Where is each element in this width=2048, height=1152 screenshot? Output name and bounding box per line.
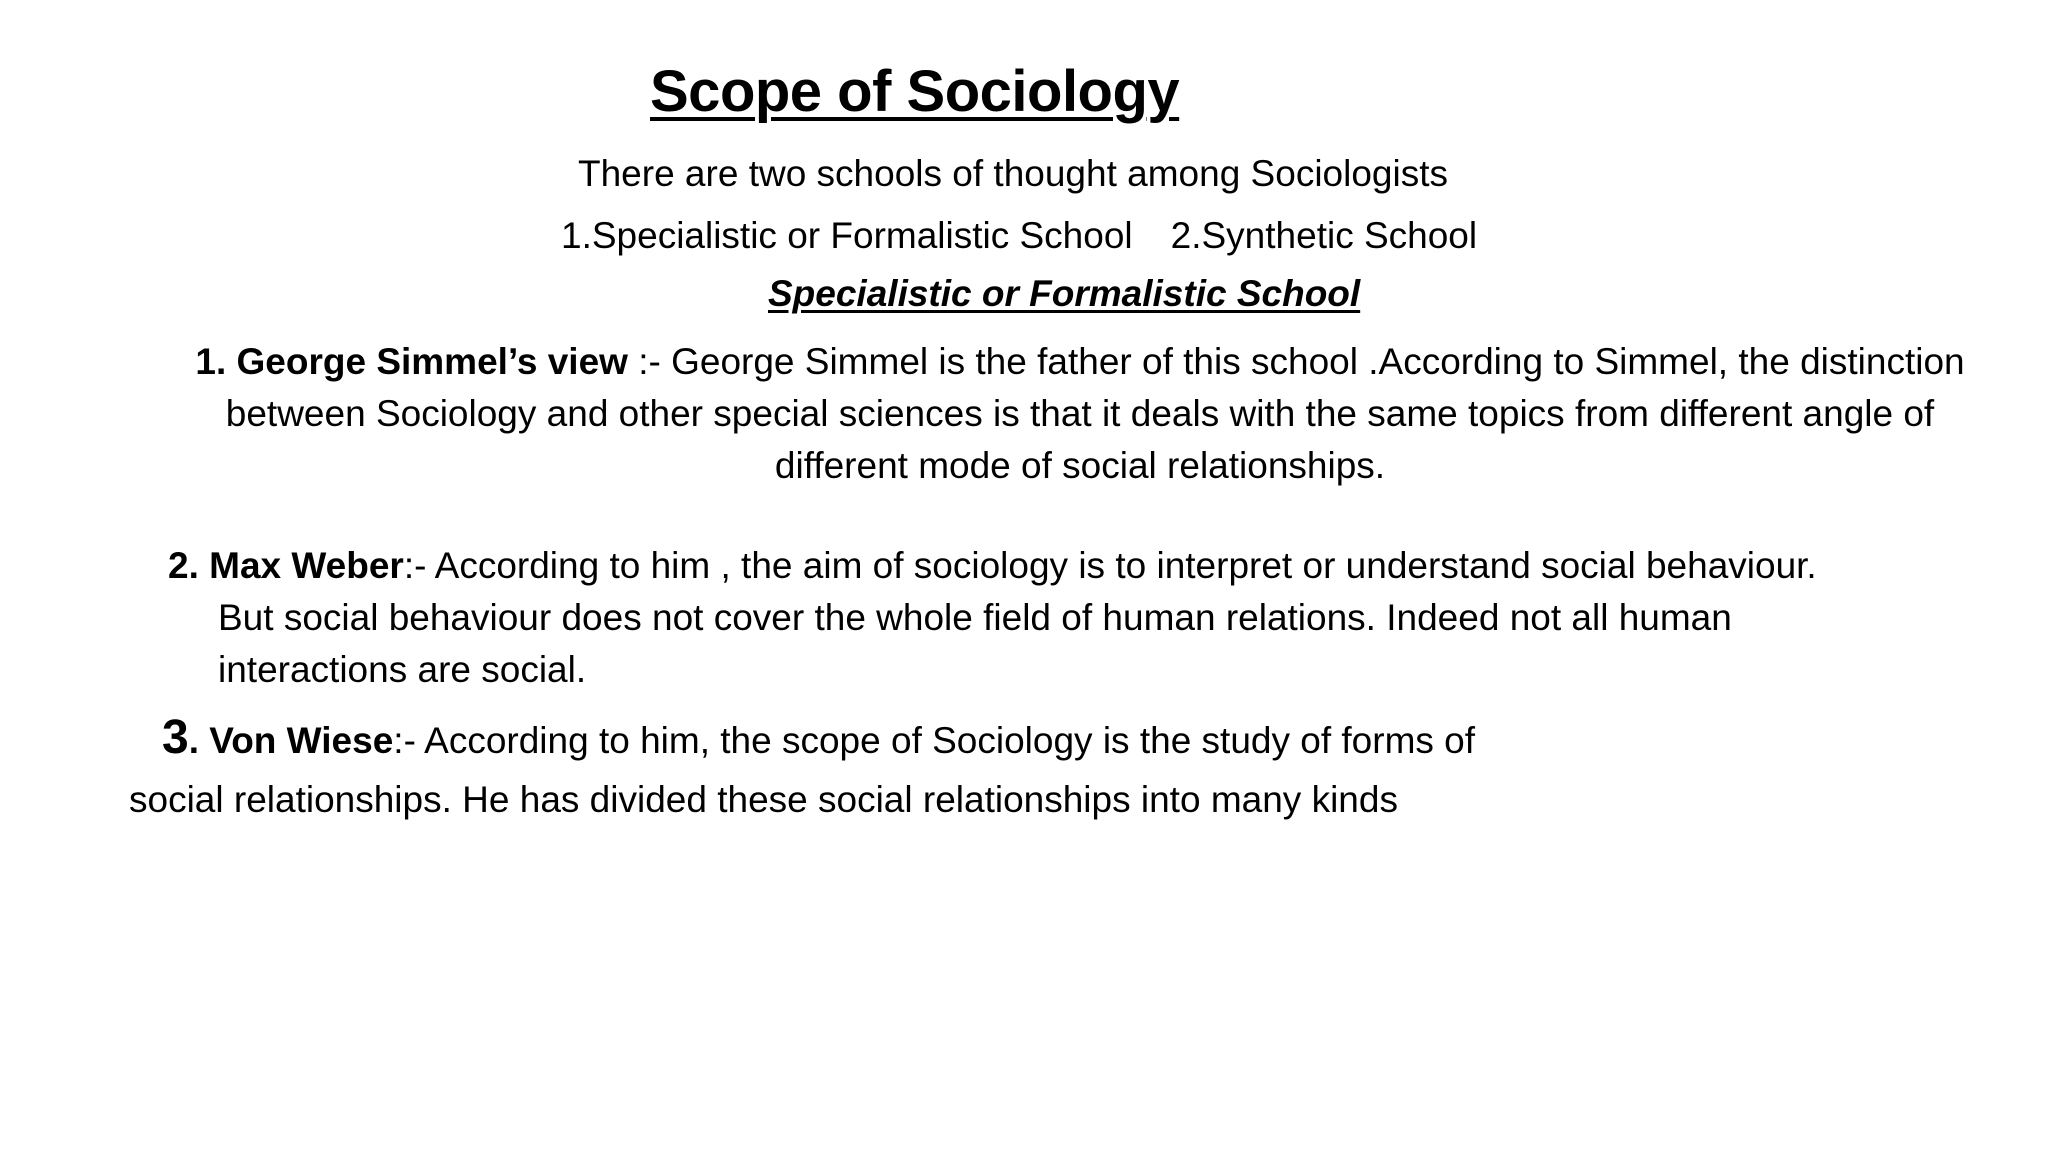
point-weber-line-2: But social behaviour does not cover the whole field of human relations. Indeed not all human [218,597,1732,638]
point-weber-text-1: :- According to him , the aim of sociology is to interpret or understand social behaviour. [403,545,1817,586]
school-item-2: 2.Synthetic School [1170,215,1478,256]
point-weber-line-3: interactions are social. [218,649,587,690]
section-subheading: Specialistic or Formalistic School [768,273,1361,314]
slide-title: Scope of Sociology [650,59,1180,124]
point-wiese-text-1: :- According to him, the scope of Sociology is the study of forms of [393,720,1476,761]
school-item-1: 1.Specialistic or Formalistic School [561,215,1133,256]
intro-text: There are two schools of thought among Sociologists [578,153,1448,194]
point-simmel-line-1 [140,336,2020,388]
point-wiese-line-2: social relationships. He has divided these social relationships into many kinds [129,779,1398,820]
point-simmel-line-2: between Sociology and other special sciences is that it deals with the same topics from different angle of [225,393,1935,434]
point-wiese-line-1 [162,711,1476,765]
point-wiese-label: . Von Wiese [188,720,394,761]
point-simmel [140,336,2020,492]
schools-list [561,212,1477,260]
point-simmel-text-1: :- George Simmel is the father of this school .According to Simmel, the distinction [627,341,1965,382]
point-simmel-line-3: different mode of social relationships. [774,445,1386,486]
point-wiese-number: 3 [162,711,189,764]
point-weber-label: 2. Max Weber [168,545,404,586]
point-weber-line-1 [168,542,1817,590]
point-simmel-label: 1. George Simmel’s view [195,341,628,382]
